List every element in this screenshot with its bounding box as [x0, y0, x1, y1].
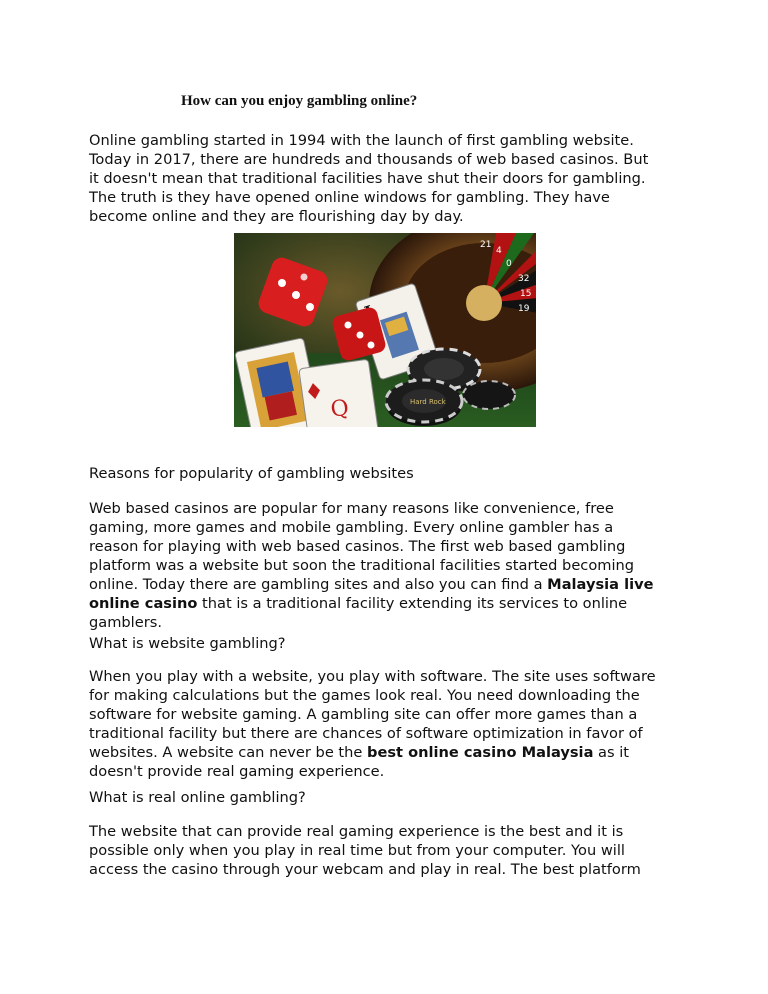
paragraph-line: gamblers. — [89, 614, 162, 631]
wheel-number: 19 — [518, 304, 530, 314]
intro-line: Online gambling started in 1994 with the launch of first gambling website. — [89, 132, 634, 149]
paragraph-line: Web based casinos are popular for many reasons like convenience, free — [89, 500, 614, 517]
section-heading-reasons: Reasons for popularity of gambling websites — [89, 465, 414, 482]
link-online-casino[interactable]: online casino — [89, 595, 198, 612]
paragraph-line: reason for playing with web based casinos. The first web based gambling — [89, 538, 626, 555]
casino-chip-icon — [463, 381, 515, 409]
paragraph-line: When you play with a website, you play with software. The site uses software — [89, 668, 656, 685]
paragraph-line: gaming, more games and mobile gambling. Every online gambler has a — [89, 519, 614, 536]
paragraph-line — [89, 575, 689, 594]
paragraph-line: platform was a website but soon the traditional facilities started becoming — [89, 557, 635, 574]
playing-card-queen-2-icon — [299, 359, 381, 427]
website-gambling-paragraph — [89, 667, 689, 781]
section-heading-real-gambling: What is real online gambling? — [89, 789, 306, 806]
paragraph-line: access the casino through your webcam and play in real. The best platform — [89, 861, 641, 878]
line-text: as it — [593, 744, 630, 761]
real-gambling-paragraph — [89, 822, 689, 879]
paragraph-line: software for website gaming. A gambling site can offer more games than a — [89, 706, 638, 723]
line-text: websites. A website can never be the — [89, 744, 368, 761]
paragraph-line: The website that can provide real gaming experience is the best and it is — [89, 823, 624, 840]
wheel-number: 21 — [480, 240, 492, 250]
line-text: that is a traditional facility extending its services to online — [197, 595, 628, 612]
wheel-number: 0 — [506, 259, 512, 269]
wheel-number: 32 — [518, 274, 530, 284]
intro-line: it doesn't mean that traditional facilities have shut their doors for gambling. — [89, 170, 646, 187]
link-best-online-casino[interactable]: best online casino Malaysia — [367, 744, 594, 761]
chip-label: Hard Rock — [410, 398, 446, 406]
reasons-paragraph — [89, 499, 689, 632]
intro-paragraph — [89, 131, 689, 226]
line-text: online. Today there are gambling sites and also you can find a — [89, 576, 548, 593]
link-malaysia-live[interactable]: Malaysia live — [547, 576, 654, 593]
intro-line: The truth is they have opened online windows for gambling. They have — [89, 189, 610, 206]
casino-chip-icon — [386, 380, 462, 426]
paragraph-line: traditional facility but there are chances of software optimization in favor of — [89, 725, 643, 742]
card-rank-q: Q — [329, 395, 351, 423]
paragraph-line: doesn't provide real gaming experience. — [89, 763, 385, 780]
intro-line: become online and they are flourishing day by day. — [89, 208, 464, 225]
paragraph-line: for making calculations but the games look real. You need downloading the — [89, 687, 640, 704]
paragraph-line — [89, 594, 689, 613]
paragraph-line — [89, 743, 689, 762]
wheel-number: 4 — [496, 246, 502, 256]
wheel-number: 15 — [520, 289, 532, 299]
intro-line: Today in 2017, there are hundreds and thousands of web based casinos. But — [89, 151, 649, 168]
section-heading-website-gambling: What is website gambling? — [89, 635, 286, 652]
document-title: How can you enjoy gambling online? — [181, 93, 418, 109]
casino-image — [234, 233, 536, 427]
casino-illustration — [234, 233, 536, 427]
paragraph-line: possible only when you play in real time but from your computer. You will — [89, 842, 625, 859]
